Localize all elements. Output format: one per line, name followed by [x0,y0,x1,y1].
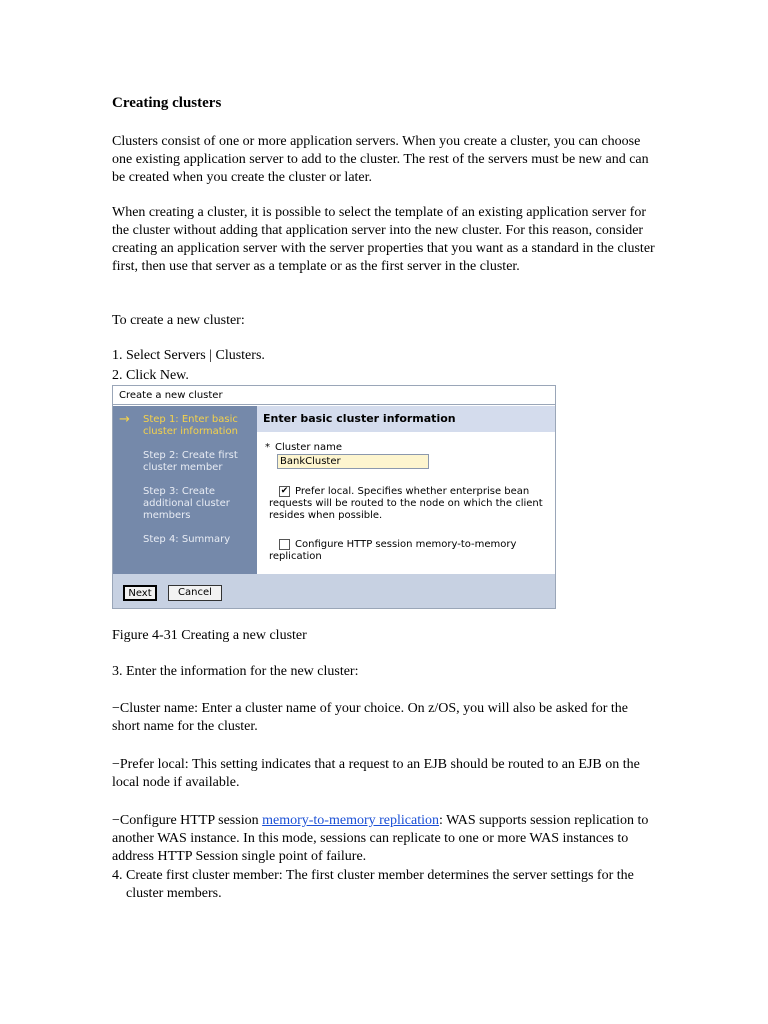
paragraph-template-note: When creating a cluster, it is possible to select the template of an existing application server for the cluster without adding that application server into the new cluster. For this reason, consider creating an application server with the server properties that you want as a standard in the cluster first, then use that server as a template or as the first server in the cluster. [112,205,655,274]
wizard-step-2[interactable]: Step 2: Create first cluster member [143,450,238,473]
figure-caption: Figure 4-31 Creating a new cluster [112,628,307,643]
paragraph-clusters-intro: Clusters consist of one or more application servers. When you create a cluster, you can choose one existing application server to add to the cluster. The rest of the servers must be new and can be created when you create the cluster or later. [112,134,649,185]
page-title: Creating clusters [112,95,222,111]
cluster-info-form [257,432,555,574]
http-replication-checkbox[interactable] [279,539,290,550]
bullet-http-replication [112,812,657,866]
bullet-prefer-local: −Prefer local: This setting indicates that a request to an EJB should be routed to an EJB on the local node if available. [112,757,640,790]
button-bar [113,574,555,608]
step-1: 1. Select Servers | Clusters. [112,348,265,363]
current-step-arrow-icon: → [119,412,130,427]
wizard-steps-panel [113,406,257,574]
window-title: Create a new cluster [113,386,555,405]
memory-replication-link[interactable]: memory-to-memory replication [262,813,439,828]
wizard-step-4[interactable]: Step 4: Summary [143,534,231,545]
create-cluster-screenshot [112,385,556,609]
prefer-local-checkbox[interactable]: ✔ [280,486,289,496]
required-marker-icon: * [265,442,270,453]
http-replication-text: Configure HTTP session memory-to-memory replication [269,539,517,562]
step-3: 3. Enter the information for the new cluster: [112,664,359,679]
prefer-local-text: Prefer local. Specifies whether enterprise bean requests will be routed to the node on which the client resides when possible. [269,486,543,521]
cluster-name-input[interactable]: BankCluster [277,454,429,469]
bullet-cluster-name: −Cluster name: Enter a cluster name of your choice. On z/OS, you will also be asked for the short name for the cluster. [112,701,629,734]
step-4: 4. Create first cluster member: The first cluster member determines the server settings for the cluster members. [112,868,634,901]
cluster-name-label: Cluster name [275,442,343,453]
bullet-http-replication-prefix: −Configure HTTP session [112,813,263,828]
wizard-step-3[interactable]: Step 3: Create additional cluster members [143,486,230,521]
step-2: 2. Click New. [112,368,189,383]
paragraph-create-intro: To create a new cluster: [112,313,245,328]
panel-title: Enter basic cluster information [257,406,555,432]
cancel-button[interactable]: Cancel [168,585,222,601]
bullet-http-replication-suffix: : WAS supports session replication to another WAS instance. In this mode, sessions can replicate to one or more WAS instances to address HTTP Session single point of failure. [112,813,649,864]
wizard-step-1[interactable]: Step 1: Enter basic cluster information [143,414,238,437]
next-button[interactable]: Next [123,585,157,601]
